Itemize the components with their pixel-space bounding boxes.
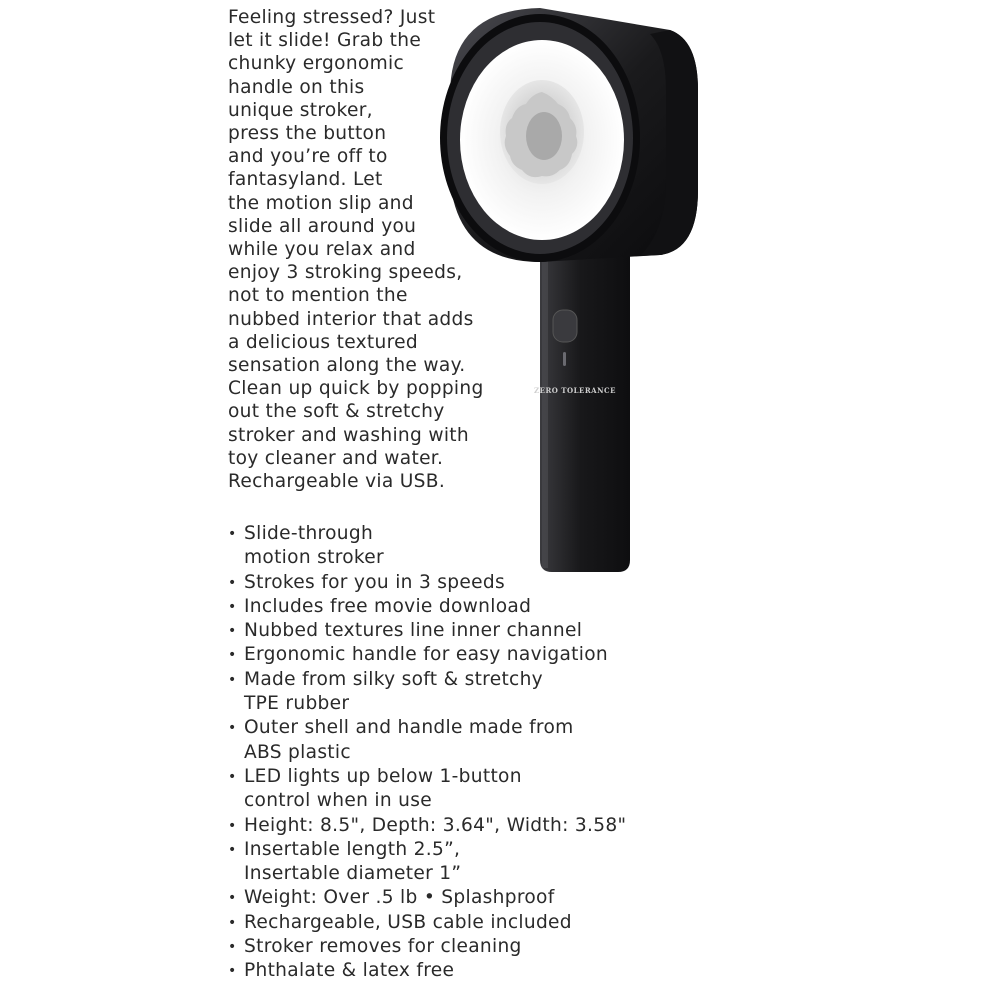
description-line: let it slide! Grab the <box>228 30 422 52</box>
description-line: slide all around you <box>228 215 417 237</box>
description-line: sensation along the way. <box>228 355 466 377</box>
feature-text: • LED lights up below 1-button <box>244 765 522 787</box>
description-line: toy cleaner and water. <box>228 447 444 469</box>
feature-item <box>228 619 748 643</box>
description-line: fantasyland. Let <box>228 169 383 191</box>
description-line: the motion slip and <box>228 192 414 214</box>
power-button-icon <box>553 310 577 342</box>
description-line: Feeling stressed? Just <box>228 7 436 28</box>
description-line: handle on this <box>228 76 365 98</box>
feature-text: ABS plastic <box>244 741 351 763</box>
feature-item <box>228 765 748 814</box>
description-line: enjoy 3 stroking speeds, <box>228 262 463 284</box>
feature-item <box>228 814 748 838</box>
feature-text: • Insertable length 2.5”, <box>244 838 461 860</box>
feature-text: • Weight: Over .5 lb • Splashproof <box>244 887 555 909</box>
feature-item <box>228 959 748 983</box>
feature-text: • Height: 8.5", Depth: 3.64", Width: 3.58" <box>244 814 627 836</box>
feature-text: • Slide-through <box>244 523 374 544</box>
feature-text: control when in use <box>244 790 432 812</box>
feature-item <box>228 838 748 887</box>
description-line: and you’re off to <box>228 146 388 168</box>
feature-item <box>228 595 748 619</box>
brand-logo: ZERO TOLERANCE <box>534 386 616 395</box>
feature-item <box>228 935 748 959</box>
led-indicator <box>563 352 566 366</box>
description-line: Clean up quick by popping <box>228 378 484 400</box>
feature-text: • Made from silky soft & stretchy <box>244 668 543 690</box>
feature-list <box>228 522 748 984</box>
feature-text: • Rechargeable, USB cable included <box>244 911 572 933</box>
description-line: Rechargeable via USB. <box>228 471 446 493</box>
description-line: chunky ergonomic <box>228 53 404 75</box>
description-line: press the button <box>228 123 387 145</box>
feature-text: • Outer shell and handle made from <box>244 717 574 739</box>
description-line: unique stroker, <box>228 99 373 121</box>
feature-item <box>228 911 748 935</box>
description-line: not to mention the <box>228 285 408 307</box>
description-line: a delicious textured <box>228 331 418 353</box>
feature-item <box>228 668 748 717</box>
feature-text: • Stroker removes for cleaning <box>244 936 522 958</box>
stroker-sleeve <box>460 40 624 240</box>
feature-text: • Nubbed textures line inner channel <box>244 620 583 642</box>
feature-item <box>228 886 748 910</box>
handle <box>540 250 630 572</box>
feature-text: • Strokes for you in 3 speeds <box>244 571 505 593</box>
feature-text: • Ergonomic handle for easy navigation <box>244 644 608 666</box>
feature-text: • Includes free movie download <box>244 595 532 617</box>
feature-item <box>228 643 748 667</box>
description-line: while you relax and <box>228 239 416 261</box>
feature-text: • Phthalate & latex free <box>244 960 455 982</box>
product-image <box>430 0 1000 580</box>
description-line: out the soft & stretchy <box>228 401 445 423</box>
feature-text: motion stroker <box>244 547 384 569</box>
description-line: nubbed interior that adds <box>228 308 474 330</box>
feature-text: Insertable diameter 1” <box>244 863 462 885</box>
feature-text: TPE rubber <box>244 693 350 715</box>
description-line: stroker and washing with <box>228 424 469 446</box>
feature-item <box>228 716 748 765</box>
